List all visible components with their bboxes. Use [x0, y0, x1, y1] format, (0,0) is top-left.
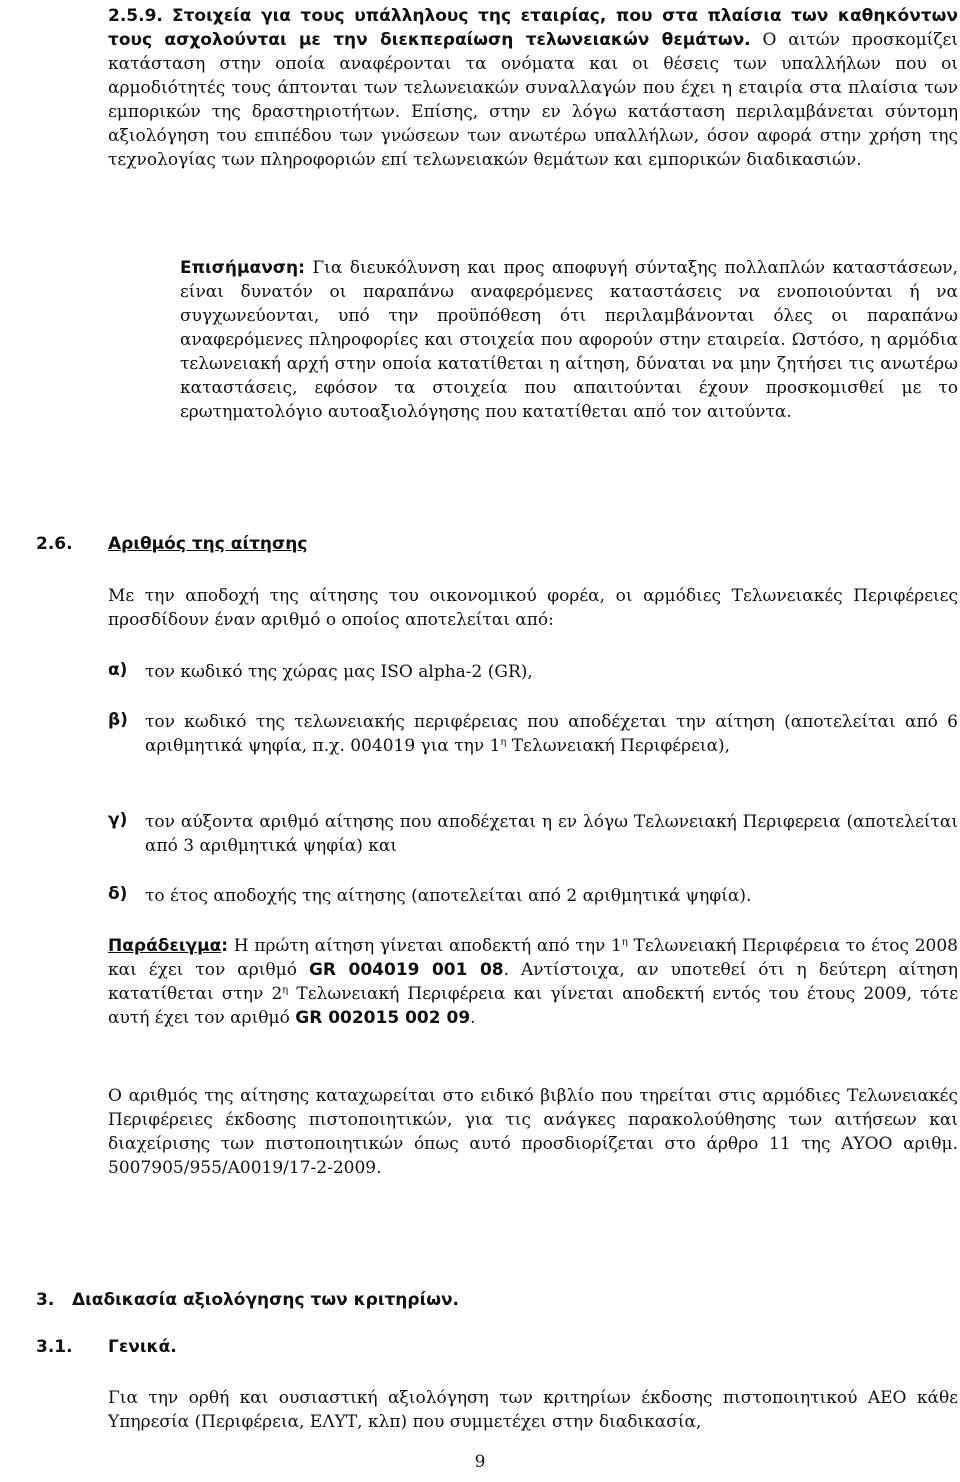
item-c-text [145, 810, 958, 858]
section-2-6-intro [108, 584, 958, 632]
section-2-5-9-title: Στοιχεία για τους υπάλληλους της εταιρίας, που στα πλαίσια των καθηκόντων τους ασχολούνται με την διεκπεραίωση τελωνειακών θεμάτων. [108, 6, 959, 50]
example-text-2: Τελωνειακή Περιφέρεια το έτος 2008 και έχει τον αριθμό [108, 936, 958, 980]
example-text-1: Η πρώτη αίτηση γίνεται αποδεκτή από την 1 [228, 936, 622, 956]
section-2-5-9-number: 2.5.9. [108, 6, 163, 26]
example-text-3: . Αντίστοιχα, αν υποτεθεί ότι η δεύτερη αίτηση κατατίθεται στην 2 [108, 960, 958, 1004]
example-sup-1: η [621, 937, 628, 948]
section-2-6-title: Αριθμός της αίτησης [108, 534, 308, 554]
example-code-1: GR 004019 001 08 [308, 960, 504, 980]
section-2-6-number: 2.6. [36, 534, 73, 554]
note-paragraph [180, 256, 958, 424]
item-c-label: γ) [108, 810, 128, 830]
example-colon: : [221, 936, 229, 956]
note-label: Επισήμανση: [180, 258, 305, 278]
note-body: Για διευκόλυνση και προς αποφυγή σύνταξης πολλαπλών καταστάσεων, είναι δυνατόν οι παραπάνω αναφερόμενες καταστάσεις να ενοποιούνται ή να συγχωνεύονται, υπό την προϋπόθεση ότι περιλαμβάνονται όλες οι παραπάνω αναφερόμενες πληροφορίες και στοιχεία που αφορούν στην εταιρεία. Ωστόσο, η αρμόδια τελωνειακή αρχή στην οποία κατατίθεται η αίτηση, δύναται να μην ζητήσει τις ανωτέρω καταστάσεις, εφόσον τα στοιχεία που απαιτούνται έχουν προσκομισθεί με το ερωτηματολόγιο αυτοαξιολόγησης που κατατίθεται από τον αιτούντα. [180, 258, 959, 422]
closing-text: Ο αριθμός της αίτησης καταχωρείται στο ειδικό βιβλίο που τηρείται στις αρμόδιες Τελωνειακές Περιφέρειες έκδοσης πιστοποιητικών, για τις ανάγκες παρακολούθησης των αιτήσεων και διαχείρισης των πιστοποιητικών όπως αυτό προσδιορίζεται στο άρθρο 11 της ΑΥΟΟ αριθμ. 5007905/955/Α0019/17-2-2009. [108, 1086, 958, 1178]
item-d-text [145, 884, 958, 908]
item-b-sup: η [500, 737, 507, 748]
item-d-body: το έτος αποδοχής της αίτησης (αποτελείται από 2 αριθμητικά ψηφία). [145, 886, 752, 906]
item-a-label: α) [108, 660, 128, 680]
example-block [108, 934, 958, 1030]
item-b-text-a: τον κωδικό της τελωνειακής περιφέρειας που αποδέχεται την αίτηση (αποτελείται από 6 αριθμητικά ψηφία, π.χ. 004019 για την 1 [145, 712, 958, 756]
section-2-5-9 [108, 4, 958, 172]
example-text-4: Τελωνειακή Περιφέρεια και γίνεται αποδεκτή εντός του έτους 2009, τότε αυτή έχει τον αριθμό [108, 984, 958, 1028]
example-paragraph [108, 934, 958, 1030]
section-3-1-title: Γενικά. [108, 1337, 177, 1357]
intro-text: Με την αποδοχή της αίτησης του οικονομικού φορέα, οι αρμόδιες Τελωνειακές Περιφέρειες προσδίδουν έναν αριθμό ο οποίος αποτελείται από: [108, 586, 958, 630]
section-3-1-number: 3.1. [36, 1337, 73, 1357]
section-3-1-text: Για την ορθή και ουσιαστική αξιολόγηση των κριτηρίων έκδοσης πιστοποιητικού ΑΕΟ κάθε Υπηρεσία (Περιφέρεια, ΕΛΥΤ, κλπ) που συμμετέχει στην διαδικασία, [108, 1388, 958, 1432]
item-b-body [145, 710, 958, 758]
section-3-1-body [108, 1386, 958, 1434]
item-b-text [145, 710, 958, 758]
section-3-title: Διαδικασία αξιολόγησης των κριτηρίων. [72, 1290, 460, 1310]
page-number: 9 [474, 1452, 486, 1472]
item-d-label: δ) [108, 884, 128, 904]
section-2-5-9-paragraph [108, 4, 958, 172]
section-3-number: 3. [36, 1290, 55, 1310]
example-code-2: GR 002015 002 09 [295, 1008, 471, 1028]
section-2-5-9-body: Ο αιτών προσκομίζει κατάσταση στην οποία αναφέρονται τα ονόματα και οι θέσεις των υπαλλήλων που οι αρμοδιότητές τους άπτονται των τελωνειακών συναλλαγών που έχει η εταιρία στα πλαίσια των εμπορικών της δραστηριοτήτων. Επίσης, στην εν λόγω κατάσταση περιλαμβάνεται σύντομη αξιολόγηση του επιπέδου των γνώσεων των ανωτέρω υπαλλήλων, όσον αφορά στην χρήση της τεχνολογίας των πληροφοριών επί τελωνειακών θεμάτων και εμπορικών διαδικασιών. [108, 30, 958, 170]
item-c-body: τον αύξοντα αριθμό αίτησης που αποδέχεται η εν λόγω Τελωνειακή Περιφερεια (αποτελείται από 3 αριθμητικά ψηφία) και [145, 812, 958, 856]
example-text-5: . [470, 1008, 476, 1028]
closing-block [108, 1084, 958, 1180]
item-a-text [145, 660, 958, 684]
example-sup-2: η [282, 985, 289, 996]
item-b-label: β) [108, 710, 128, 730]
item-b-text-b: Τελωνειακή Περιφέρεια), [506, 736, 731, 756]
item-a-body: τον κωδικό της χώρας μας ISO alpha-2 (GR), [145, 662, 533, 682]
example-label: Παράδειγμα [108, 936, 222, 956]
note-block [180, 256, 958, 424]
